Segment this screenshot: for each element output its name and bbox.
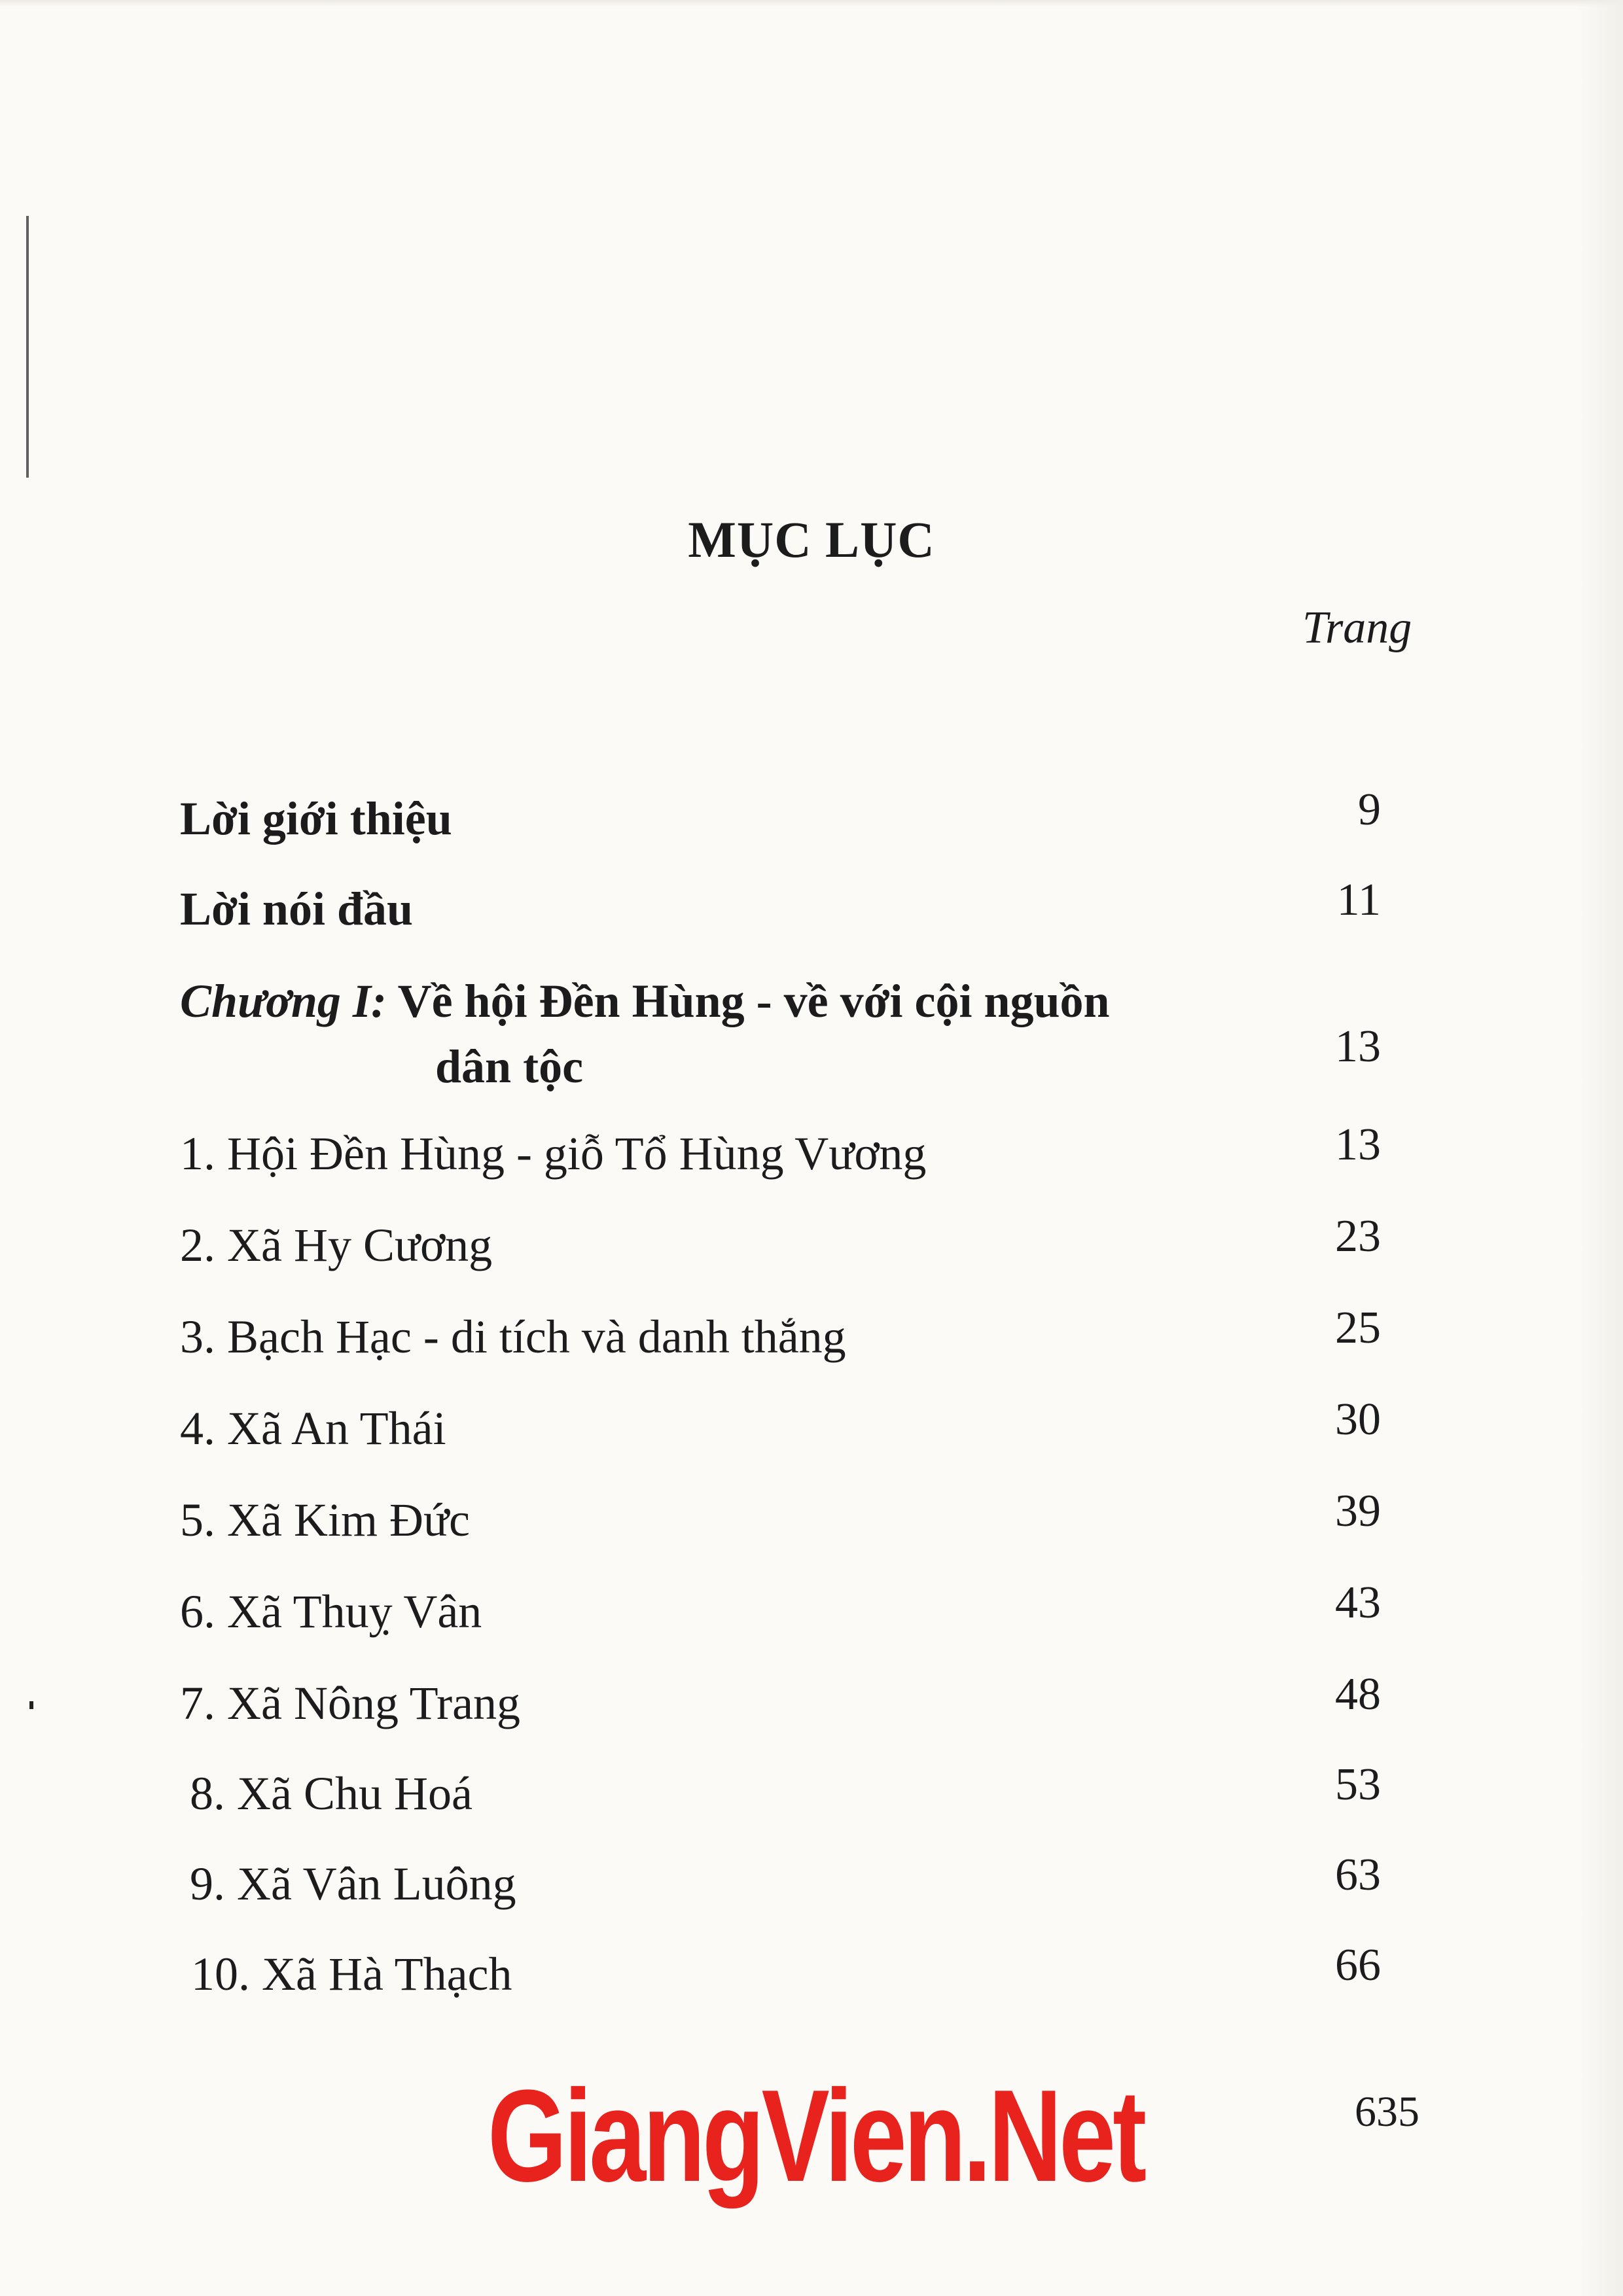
toc-entry-label: Lời nói đầu xyxy=(180,883,414,935)
toc-entry-page: 43 xyxy=(1335,1578,1381,1628)
toc-entry-page: 9 xyxy=(1358,785,1381,835)
toc-entry-page: 53 xyxy=(1335,1759,1381,1810)
toc-entry-label: 7. Xã Nông Trang xyxy=(180,1677,521,1729)
toc-section-7[interactable] xyxy=(0,1669,1623,1742)
toc-section-10[interactable] xyxy=(0,1940,1623,2013)
toc-entry-label: 5. Xã Kim Đức xyxy=(180,1494,470,1546)
toc-entry-page: 30 xyxy=(1335,1394,1381,1445)
page-edge-top xyxy=(0,0,1623,7)
toc-entry-page: 23 xyxy=(1335,1211,1381,1262)
page-number: 635 xyxy=(1355,2088,1419,2136)
toc-entry-label: 10. Xã Hà Thạch xyxy=(191,1948,512,2000)
chapter-prefix: Chương I: xyxy=(180,975,387,1027)
binding-mark xyxy=(26,216,29,478)
toc-entry-label: 8. Xã Chu Hoá xyxy=(190,1767,473,1820)
toc-section-6[interactable] xyxy=(0,1578,1623,1650)
toc-entry-intro[interactable] xyxy=(0,785,1623,857)
toc-entry-label: 4. Xã An Thái xyxy=(180,1402,446,1455)
toc-entry-page: 25 xyxy=(1335,1303,1381,1353)
chapter-title-line1: Về hội Đền Hùng - về với cội nguồn xyxy=(397,975,1110,1027)
toc-entry-page: 11 xyxy=(1336,875,1381,925)
toc-entry-page: 66 xyxy=(1335,1940,1381,1990)
chapter-title-line2: dân tộc xyxy=(435,1040,584,1093)
toc-chapter-heading[interactable] xyxy=(180,968,1325,1099)
toc-entry-label: 9. Xã Vân Luông xyxy=(190,1858,516,1910)
toc-entry-page: 63 xyxy=(1335,1850,1381,1900)
toc-title: MỤC LỤC xyxy=(688,511,935,568)
chapter-page-number: 13 xyxy=(1335,1021,1381,1072)
toc-section-9[interactable] xyxy=(0,1850,1623,1922)
toc-section-8[interactable] xyxy=(0,1759,1623,1832)
toc-section-3[interactable] xyxy=(0,1303,1623,1375)
watermark-text: GiangVien.Net xyxy=(488,2063,1144,2209)
toc-section-5[interactable] xyxy=(0,1486,1623,1559)
toc-section-4[interactable] xyxy=(0,1394,1623,1467)
toc-entry-page: 39 xyxy=(1335,1486,1381,1536)
toc-entry-label: 6. Xã Thuỵ Vân xyxy=(180,1585,482,1638)
toc-entry-label: 1. Hội Đền Hùng - giỗ Tổ Hùng Vương xyxy=(180,1127,927,1180)
toc-entry-label: Lời giới thiệu xyxy=(180,792,452,845)
toc-entry-label: 2. Xã Hy Cương xyxy=(180,1219,493,1271)
toc-entry-page: 48 xyxy=(1335,1669,1381,1720)
page-column-header: Trang xyxy=(1302,603,1412,653)
toc-entry-label: 3. Bạch Hạc - di tích và danh thắng xyxy=(180,1311,846,1363)
toc-section-1[interactable] xyxy=(0,1120,1623,1192)
toc-section-2[interactable] xyxy=(0,1211,1623,1284)
toc-entry-preface[interactable] xyxy=(0,875,1623,947)
toc-entry-page: 13 xyxy=(1335,1120,1381,1170)
